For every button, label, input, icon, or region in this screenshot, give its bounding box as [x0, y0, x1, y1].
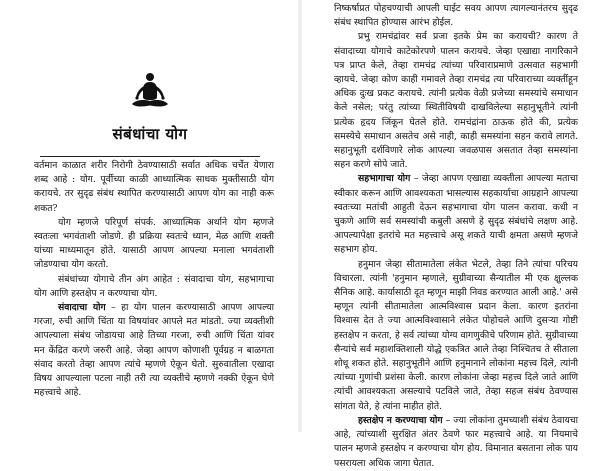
left-page [0, 0, 300, 432]
paragraph-text: – ज्या लोकांना तुमच्याशी संबंध ठेवायचा आहे, त्यांच्याशी सुरक्षित अंतर ठेवणे फार महत्त्वाचे आहे. या नियमाचे पालन म्हणजे हस्तक्षेप न करण्याचा योग होय. विमानात बसताना लोक पाय पसरायला अधिक जागा घेतात. [334, 414, 578, 469]
left-text-column [34, 159, 274, 400]
paragraph [334, 30, 578, 172]
paragraph-text: निष्कर्षाप्रत पोहचण्याची आपली घाईट सवय आपण त्यागल्यानंतरच सुदृढ संबंध स्थापित होण्यास आरंभ होईल. [334, 3, 578, 29]
section-heading: संवादाचा योग [58, 302, 106, 314]
paragraph [334, 258, 578, 414]
paragraph-text: – जेव्हा आपण एखाद्या व्यक्तीला आपल्या मताचा स्वीकार करून आणि आवश्यकता भासल्यास सहकार्याचा आग्रहाने आपल्या स्वतःच्या मतांची आहुती देऊन सहभागाचा योग पालन करावा. कधी न चुकणे आणि सर्व समस्यांची कबुली असणे हे सुदृढ संबंधांचे लक्षण आहे. आपल्यापेक्षा इतरांचे मत महत्त्वाचे असू शकते याची क्षमता असणे म्हणजे सहभाग होय. [334, 173, 579, 256]
paragraph [34, 216, 274, 273]
paragraph-text: हनुमान जेव्हा सीतामातेला लंकेत भेटले, तेव्हा तिने त्यांचा परिचय विचारला. त्यांनी 'हनुमान म्हणाले, सुग्रीवाच्या सैन्यातील मी एक क्षुल्लक सैनिक आहे. कार्यासाठी दूत म्हणून माझी निवड करण्यात आली आहे.' असे म्हणून त्यांनी सीतामातेला आत्मविश्वास प्रदान केला. कारण इतरांना विश्वास देत ते ज्या आत्मविश्वासाने लंकेत पोहोचले आणि दुसऱ्या गोष्टी हस्तक्षेप न करता, हे सर्व त्यांच्या योग्य वागणुकीचे परिणाम होते. सुग्रीवाच्या सैन्यांचे सर्व महाशक्तिशाली योद्धे एकत्रित आले तेव्हा निश्चितच ते सीताला शोधू शकत होते. सहानुभूतीने आणि हनुमानाने लोकांना महत्त्व दिले, त्यांनी त्यांच्या गुणांची प्रशंसा केली. कारण लोकांना जेव्हा महत्त्व दिले जाते आणि त्यांची आवश्यकता असल्याचे पटविले जाते, तेव्हा सहज संबंध ठेवण्यास सांगता येते, हे त्यांना माहीत होते. [334, 258, 578, 412]
meditation-pose-icon [128, 70, 172, 114]
paragraph-text: प्रभु रामचंद्रांवर सर्व प्रजा इतके प्रेम का करायची? कारण ते संवादाच्या योगाचे काटेकोरपणे पालन करायचे. जेव्हा एखाद्या नागरिकाने पत्र प्राप्त केले, तेव्हा रामचंद्र त्यांच्या परिवाराप्रमाणे उत्सवात सहभागी व्हायचे. जेव्हा कोण काही गमावले तेव्हा रामचंद्र त्या परिवाराच्या व्यक्तींहून अधिक दुःख प्रकट करायचे. त्यांनी प्रत्येक वेळी प्रजेच्या समस्यांचे समाधान केले नसेल; परंतु त्यांच्या स्थितीविषयी दाखविलेल्या सहानुभूतीने त्यांनी प्रत्येक हृदय जिंकून घेतले होते. रामचंद्रांना ठाऊक होते की, प्रत्येक समस्येचे समाधान असतेच असे नाही, काही समस्यांना सहन करावे लागते. सहानुभूती दर्शविणारे लोक आपल्या जवळपास असतात तेव्हा समस्यांना सहन करणे सोपे जाते. [334, 31, 578, 171]
title-divider [40, 156, 260, 157]
paragraph-text: संबंधांच्या योगाचे तीन अंग आहेत : संवादाचा योग, सहभागाचा योग आणि हस्तक्षेप न करण्याचा योग. [34, 273, 274, 299]
section-heading: हस्तक्षेप न करण्याचा योग [358, 414, 443, 426]
paragraph [34, 159, 274, 216]
paragraph [334, 414, 578, 471]
right-page [300, 0, 600, 469]
section-heading: सहभागाचा योग [358, 173, 411, 185]
paragraph [334, 172, 578, 257]
paragraph-text: – हा योग पालन करण्यासाठी आपण आपल्या गरजा, रुची आणि चिंता या विषयांवर आपले मत मांडतो. ज्या व्यक्तीशी आपल्याला संबंध जोडायचा आहे तिच्या गरजा, रुची आणि चिंता यांवर मन केंद्रित करणे जरुरी आहे. जेव्हा आपण कोणाशी पूर्वग्रह न बाळगता संवाद करतो तेव्हा आपण त्यांचे म्हणणे ऐकून घेतो. सुरुवातीला एखादा विषय आपल्याला पटला नाही तरी त्या व्यक्तीचे म्हणणे नक्की ऐकून घेणे महत्त्वाचे आहे. [34, 302, 275, 399]
chapter-title: संबंधांचा योग [112, 125, 188, 143]
paragraph [34, 273, 274, 301]
paragraph-text: योग म्हणजे परिपूर्ण संपर्क. आध्यात्मिक अर्थाने योग म्हणजे स्वतःला भगवंताशी जोडणे. ही प्रक्रिया स्वतःचे ध्यान, मेळ आणि शक्ती यांच्या माध्यमातून होते. यासाठी आपण आपल्या मनाला भगवंताशी जोडण्याचा योग करतो. [34, 216, 274, 271]
paragraph [34, 301, 274, 400]
right-text-column [334, 2, 578, 471]
paragraph [334, 2, 578, 30]
paragraph-text: वर्तमान काळात शरीर निरोगी ठेवण्यासाठी सर्वात अधिक चर्चेत येणारा शब्द आहे : योग. पूर्वीच्या काळी आध्यात्मिक साधक मुक्तीसाठी योग करायचे. तर सुदृढ संबंध स्थापित करण्यासाठी आपण योग का नाही करू शकत? [34, 160, 274, 214]
